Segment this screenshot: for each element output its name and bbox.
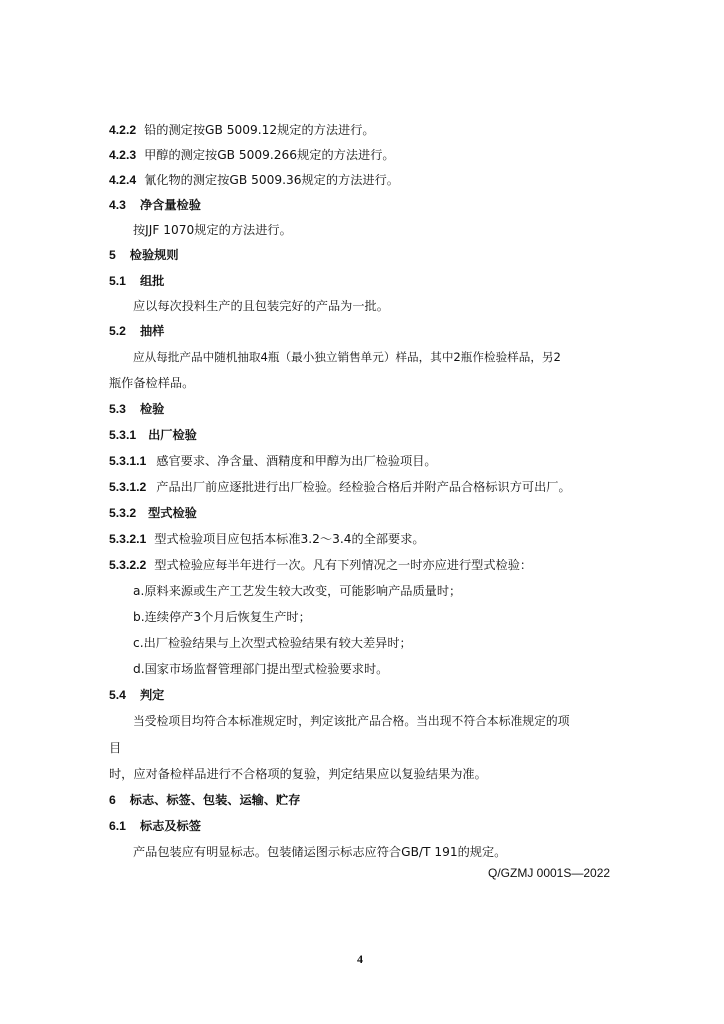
clause-4-2-3 <box>109 147 395 163</box>
section-number: 4.3 <box>109 198 126 212</box>
clause-5-3-1-1 <box>109 453 437 469</box>
clause-4-2-4 <box>109 172 399 188</box>
section-title: 标志、标签、包装、运输、贮存 <box>129 793 301 807</box>
list-item-b: b.连续停产3个月后恢复生产时； <box>133 610 311 624</box>
section-title: 检验规则 <box>129 248 179 262</box>
section-5-2-heading <box>109 323 164 339</box>
section-number: 6.1 <box>109 819 126 833</box>
clause-number: 4.2.2 <box>109 123 137 137</box>
clause-number: 5.3.2.2 <box>109 558 147 572</box>
section-title: 抽样 <box>139 324 165 338</box>
section-5-3-1-heading <box>109 427 197 443</box>
section-5-3-2-heading <box>109 505 197 521</box>
section-title: 判定 <box>139 688 165 702</box>
paragraph-continuation: 时，应对备检样品进行不合格项的复验，判定结果应以复验结果为准。 <box>109 767 487 781</box>
section-title: 型式检验 <box>148 506 197 520</box>
section-4-3-heading <box>109 197 201 213</box>
clause-text: 甲醇的测定按GB 5009.266规定的方法进行。 <box>144 148 395 162</box>
section-5-1-heading <box>109 273 164 289</box>
clause-5-3-1-2 <box>109 479 571 495</box>
section-number: 5.4 <box>109 688 126 702</box>
section-title: 标志及标签 <box>139 819 201 833</box>
paragraph: 产品包装应有明显标志。包装储运图示标志应符合GB/T 191的规定。 <box>133 845 507 859</box>
section-number: 5.1 <box>109 274 126 288</box>
clause-text: 型式检验项目应包括本标准3.2～3.4的全部要求。 <box>154 532 425 546</box>
paragraph-continuation: 目 <box>109 741 122 755</box>
section-number: 5.3.2 <box>109 506 137 520</box>
clause-text: 产品出厂前应逐批进行出厂检验。经检验合格后并附产品合格标识方可出厂。 <box>156 480 571 494</box>
clause-text: 铅的测定按GB 5009.12规定的方法进行。 <box>144 123 375 137</box>
section-5-4-heading <box>109 687 164 703</box>
paragraph: 按JJF 1070规定的方法进行。 <box>133 223 292 237</box>
section-number: 6 <box>109 793 116 807</box>
clause-text: 感官要求、净含量、酒精度和甲醇为出厂检验项目。 <box>156 454 437 468</box>
section-title: 净含量检验 <box>139 198 201 212</box>
clause-number: 4.2.3 <box>109 148 137 162</box>
clause-5-3-2-1 <box>109 531 425 547</box>
list-item-d: d.国家市场监督管理部门提出型式检验要求时。 <box>133 662 389 676</box>
page-number: 4 <box>357 952 363 966</box>
section-6-1-heading <box>109 818 201 834</box>
section-5-3-heading <box>109 401 164 417</box>
clause-4-2-2 <box>109 122 375 138</box>
clause-text: 型式检验应每半年进行一次。凡有下列情况之一时亦应进行型式检验： <box>154 558 533 572</box>
section-number: 5.3 <box>109 402 126 416</box>
section-number: 5 <box>109 248 116 262</box>
paragraph-continuation: 瓶作备检样品。 <box>109 376 195 390</box>
paragraph: 应从每批产品中随机抽取4瓶（最小独立销售单元）样品，其中2瓶作检验样品，另2 <box>133 350 561 364</box>
section-title: 出厂检验 <box>148 428 197 442</box>
section-number: 5.2 <box>109 324 126 338</box>
section-5-heading <box>109 247 179 263</box>
section-title: 检验 <box>139 402 165 416</box>
clause-number: 5.3.2.1 <box>109 532 147 546</box>
clause-number: 5.3.1.1 <box>109 454 147 468</box>
paragraph: 应以每次投料生产的且包装完好的产品为一批。 <box>133 299 389 313</box>
section-6-heading <box>109 792 300 808</box>
standard-code: Q/GZMJ 0001S—2022 <box>488 866 611 880</box>
list-item-a: a.原料来源或生产工艺发生较大改变，可能影响产品质量时； <box>133 584 462 598</box>
section-number: 5.3.1 <box>109 428 137 442</box>
clause-number: 5.3.1.2 <box>109 480 147 494</box>
clause-number: 4.2.4 <box>109 173 137 187</box>
section-title: 组批 <box>139 274 165 288</box>
list-item-c: c.出厂检验结果与上次型式检验结果有较大差异时； <box>133 636 412 650</box>
paragraph: 当受检项目均符合本标准规定时，判定该批产品合格。当出现不符合本标准规定的项 <box>133 714 570 728</box>
clause-5-3-2-2 <box>109 557 532 573</box>
clause-text: 氰化物的测定按GB 5009.36规定的方法进行。 <box>144 173 399 187</box>
